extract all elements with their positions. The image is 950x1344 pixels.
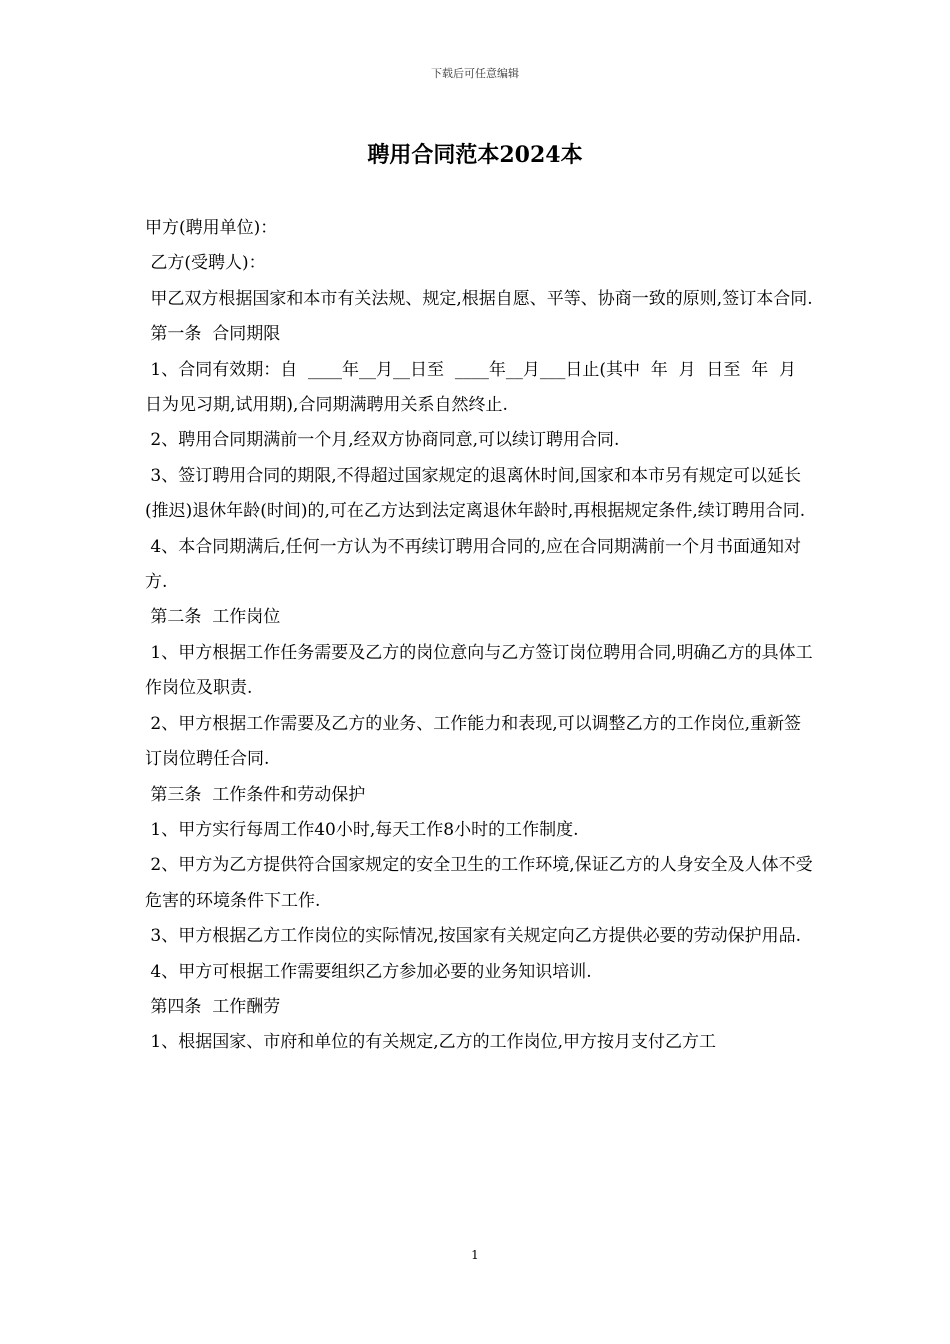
article-1-clause-1-continued: 日为见习期,试用期),合同期满聘用关系自然终止. (145, 395, 508, 416)
document-body (145, 211, 815, 1061)
article-3-clause-2: 2、甲方为乙方提供符合国家规定的安全卫生的工作环境,保证乙方的人身安全及人体不受危害的环境条件下工作. (145, 855, 813, 911)
document-title: 聘用合同范本2024本 (367, 142, 583, 168)
article-3-clause-3: 3、甲方根据乙方工作岗位的实际情况,按国家有关规定向乙方提供必要的劳动保护用品. (145, 926, 802, 947)
article-4-clause-1: 1、根据国家、市府和单位的有关规定,乙方的工作岗位,甲方按月支付乙方工 (145, 1032, 717, 1053)
article-2-heading: 第二条 工作岗位 (145, 607, 281, 628)
article-2-clause-2: 2、甲方根据工作需要及乙方的业务、工作能力和表现,可以调整乙方的工作岗位,重新签订岗位聘任合同. (145, 713, 802, 770)
page-number: 1 (471, 1248, 479, 1262)
party-b-line: 乙方(受聘人)： (145, 253, 266, 274)
article-1-clause-2: 2、聘用合同期满前一个月,经双方协商同意,可以续订聘用合同. (145, 430, 620, 451)
article-2-clause-1: 1、甲方根据工作任务需要及乙方的岗位意向与乙方签订岗位聘用合同,明确乙方的具体工作岗位及职责. (145, 642, 813, 699)
article-3-clause-4: 4、甲方可根据工作需要组织乙方参加必要的业务知识培训. (145, 961, 592, 982)
header-note: 下载后可任意编辑 (431, 67, 519, 80)
article-1-clause-3: 3、签订聘用合同的期限,不得超过国家规定的退离休时间,国家和本市另有规定可以延长(推迟)退休年龄(时间)的,可在乙方达到法定离退休年龄时,再根据规定条件,续订聘用合同. (145, 465, 806, 522)
preamble-paragraph: 甲乙双方根据国家和本市有关法规、规定,根据自愿、平等、协商一致的原则,签订本合同. (145, 288, 813, 309)
article-3-clause-1: 1、甲方实行每周工作40小时,每天工作8小时的工作制度. (145, 819, 579, 840)
article-1-clause-1: 1、合同有效期：自 ____年__月__日至 ____年__月___日止(其中 年 月 日至 年 月 (145, 359, 797, 380)
article-3-heading: 第三条 工作条件和劳动保护 (145, 784, 366, 805)
article-4-heading: 第四条 工作酬劳 (145, 996, 281, 1017)
article-1-heading: 第一条 合同期限 (145, 324, 281, 345)
article-1-clause-4: 4、本合同期满后,任何一方认为不再续订聘用合同的,应在合同期满前一个月书面通知对方. (145, 536, 802, 593)
party-a-line: 甲方(聘用单位)： (145, 218, 278, 238)
